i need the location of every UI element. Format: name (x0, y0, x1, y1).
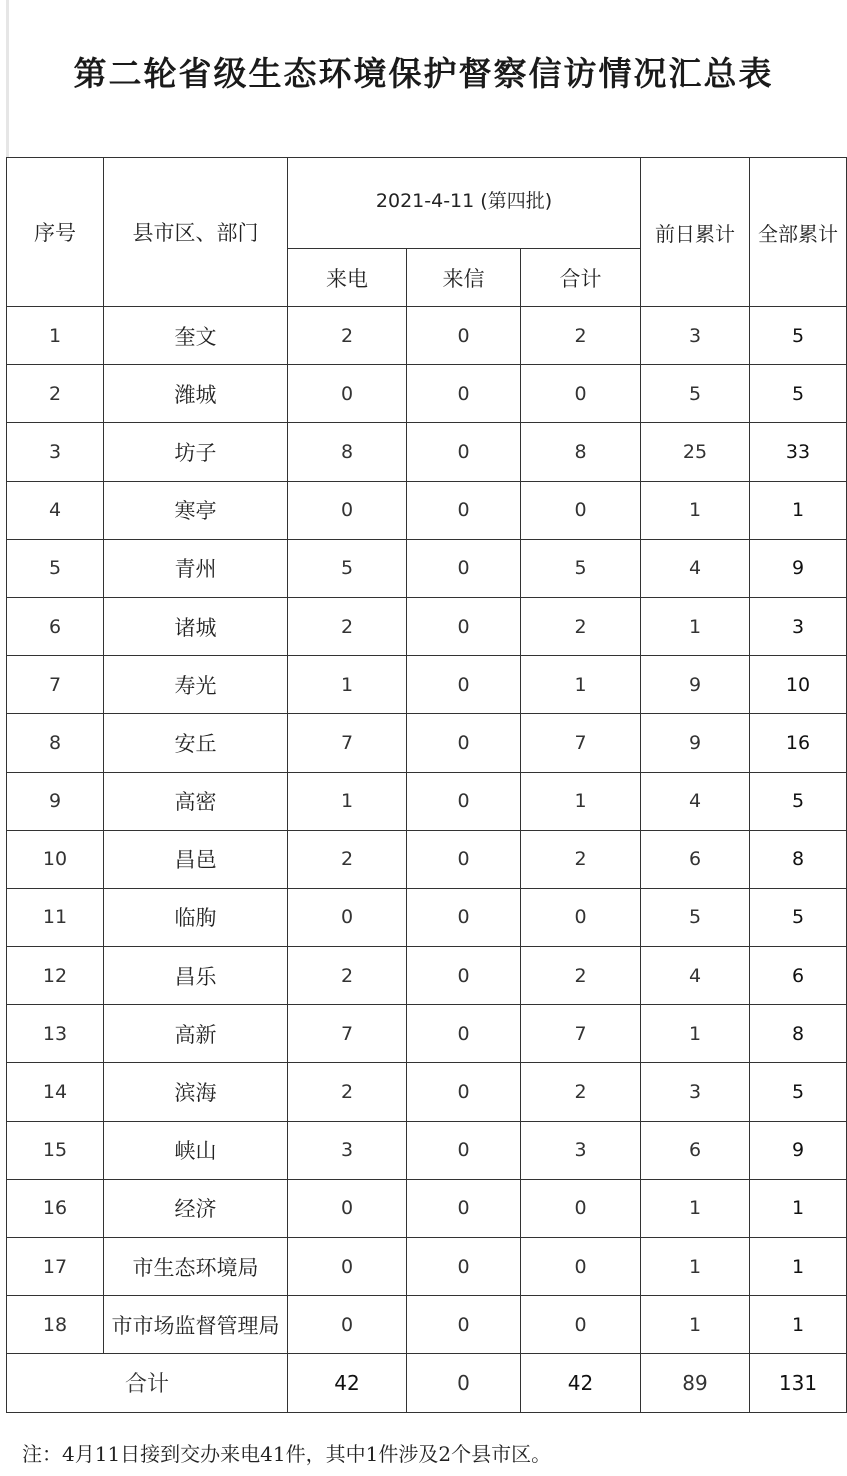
row-subtotal: 1 (521, 656, 641, 714)
table-row (7, 830, 847, 888)
row-letters: 0 (407, 772, 521, 830)
row-prev-cumulative: 5 (641, 888, 750, 946)
row-unit-name: 高密 (104, 772, 288, 830)
header-date-group: 2021-4-11 (第四批) (288, 158, 641, 249)
row-total-cumulative: 8 (750, 1005, 847, 1063)
row-index: 15 (7, 1121, 104, 1179)
row-unit-name: 市生态环境局 (104, 1238, 288, 1296)
totals-prev-cumulative: 89 (641, 1354, 750, 1412)
table-row (7, 772, 847, 830)
row-subtotal: 2 (521, 947, 641, 1005)
row-index: 1 (7, 307, 104, 365)
row-index: 16 (7, 1179, 104, 1237)
row-index: 9 (7, 772, 104, 830)
header-total-cumulative: 全部累计 (750, 158, 847, 307)
row-subtotal: 0 (521, 1238, 641, 1296)
row-prev-cumulative: 3 (641, 307, 750, 365)
row-calls: 1 (288, 772, 407, 830)
row-total-cumulative: 6 (750, 947, 847, 1005)
row-calls: 7 (288, 714, 407, 772)
table-row (7, 481, 847, 539)
totals-label: 合计 (7, 1354, 288, 1412)
row-letters: 0 (407, 830, 521, 888)
table-row (7, 1121, 847, 1179)
row-unit-name: 青州 (104, 539, 288, 597)
row-unit-name: 经济 (104, 1179, 288, 1237)
row-subtotal: 2 (521, 307, 641, 365)
row-letters: 0 (407, 365, 521, 423)
row-index: 7 (7, 656, 104, 714)
table-row (7, 1005, 847, 1063)
row-subtotal: 0 (521, 365, 641, 423)
row-letters: 0 (407, 656, 521, 714)
row-prev-cumulative: 1 (641, 481, 750, 539)
header-calls: 来电 (288, 249, 407, 307)
row-total-cumulative: 9 (750, 1121, 847, 1179)
row-unit-name: 临朐 (104, 888, 288, 946)
row-total-cumulative: 1 (750, 1238, 847, 1296)
table-body (7, 307, 847, 1413)
row-total-cumulative: 5 (750, 888, 847, 946)
row-calls: 8 (288, 423, 407, 481)
header-letters: 来信 (407, 249, 521, 307)
row-calls: 1 (288, 656, 407, 714)
row-calls: 0 (288, 1238, 407, 1296)
row-total-cumulative: 9 (750, 539, 847, 597)
row-total-cumulative: 5 (750, 307, 847, 365)
row-subtotal: 8 (521, 423, 641, 481)
document-title: 第二轮省级生态环境保护督察信访情况汇总表 (73, 54, 774, 93)
row-unit-name: 市市场监督管理局 (104, 1296, 288, 1354)
row-calls: 0 (288, 365, 407, 423)
row-prev-cumulative: 9 (641, 656, 750, 714)
row-index: 5 (7, 539, 104, 597)
row-letters: 0 (407, 539, 521, 597)
table-row (7, 888, 847, 946)
table-row (7, 365, 847, 423)
row-calls: 2 (288, 1063, 407, 1121)
row-index: 8 (7, 714, 104, 772)
row-total-cumulative: 5 (750, 365, 847, 423)
totals-letters: 0 (407, 1354, 521, 1412)
row-unit-name: 滨海 (104, 1063, 288, 1121)
table-row (7, 1063, 847, 1121)
row-calls: 2 (288, 307, 407, 365)
table-row (7, 656, 847, 714)
row-index: 11 (7, 888, 104, 946)
footnote: 注：4月11日接到交办来电41件，其中1件涉及2个县市区。 (22, 1442, 552, 1466)
row-calls: 0 (288, 481, 407, 539)
row-unit-name: 安丘 (104, 714, 288, 772)
row-unit-name: 峡山 (104, 1121, 288, 1179)
row-subtotal: 2 (521, 1063, 641, 1121)
totals-calls: 42 (288, 1354, 407, 1412)
row-prev-cumulative: 6 (641, 1121, 750, 1179)
row-index: 2 (7, 365, 104, 423)
row-letters: 0 (407, 1238, 521, 1296)
row-subtotal: 1 (521, 772, 641, 830)
table-row (7, 1179, 847, 1237)
row-letters: 0 (407, 481, 521, 539)
table-row (7, 714, 847, 772)
table-row (7, 307, 847, 365)
row-prev-cumulative: 4 (641, 539, 750, 597)
row-prev-cumulative: 5 (641, 365, 750, 423)
row-calls: 5 (288, 539, 407, 597)
row-letters: 0 (407, 1005, 521, 1063)
row-subtotal: 2 (521, 597, 641, 655)
row-calls: 2 (288, 947, 407, 1005)
row-subtotal: 0 (521, 1179, 641, 1237)
table-row (7, 539, 847, 597)
row-calls: 2 (288, 597, 407, 655)
totals-subtotal: 42 (521, 1354, 641, 1412)
row-subtotal: 0 (521, 1296, 641, 1354)
row-prev-cumulative: 25 (641, 423, 750, 481)
row-index: 12 (7, 947, 104, 1005)
table-row (7, 1296, 847, 1354)
row-calls: 7 (288, 1005, 407, 1063)
row-total-cumulative: 3 (750, 597, 847, 655)
row-unit-name: 寒亭 (104, 481, 288, 539)
row-index: 3 (7, 423, 104, 481)
row-letters: 0 (407, 597, 521, 655)
row-total-cumulative: 1 (750, 1296, 847, 1354)
row-prev-cumulative: 1 (641, 1179, 750, 1237)
row-total-cumulative: 1 (750, 481, 847, 539)
row-letters: 0 (407, 1063, 521, 1121)
row-letters: 0 (407, 714, 521, 772)
row-index: 18 (7, 1296, 104, 1354)
row-subtotal: 3 (521, 1121, 641, 1179)
row-total-cumulative: 5 (750, 772, 847, 830)
row-letters: 0 (407, 1121, 521, 1179)
row-calls: 0 (288, 1179, 407, 1237)
row-prev-cumulative: 1 (641, 597, 750, 655)
row-prev-cumulative: 3 (641, 1063, 750, 1121)
row-subtotal: 0 (521, 481, 641, 539)
row-subtotal: 7 (521, 1005, 641, 1063)
row-total-cumulative: 1 (750, 1179, 847, 1237)
header-unit: 县市区、部门 (104, 158, 288, 307)
row-letters: 0 (407, 1296, 521, 1354)
row-unit-name: 高新 (104, 1005, 288, 1063)
totals-row (7, 1354, 847, 1412)
row-unit-name: 昌邑 (104, 830, 288, 888)
row-subtotal: 7 (521, 714, 641, 772)
row-unit-name: 寿光 (104, 656, 288, 714)
row-prev-cumulative: 4 (641, 947, 750, 1005)
row-index: 14 (7, 1063, 104, 1121)
row-total-cumulative: 33 (750, 423, 847, 481)
row-index: 4 (7, 481, 104, 539)
row-calls: 3 (288, 1121, 407, 1179)
row-unit-name: 奎文 (104, 307, 288, 365)
row-calls: 0 (288, 1296, 407, 1354)
row-index: 10 (7, 830, 104, 888)
table-row (7, 597, 847, 655)
row-letters: 0 (407, 947, 521, 1005)
header-index: 序号 (7, 158, 104, 307)
row-prev-cumulative: 4 (641, 772, 750, 830)
table-row (7, 423, 847, 481)
row-unit-name: 潍城 (104, 365, 288, 423)
row-prev-cumulative: 1 (641, 1238, 750, 1296)
row-prev-cumulative: 6 (641, 830, 750, 888)
header-prev-cumulative: 前日累计 (641, 158, 750, 307)
row-unit-name: 昌乐 (104, 947, 288, 1005)
row-unit-name: 诸城 (104, 597, 288, 655)
row-index: 6 (7, 597, 104, 655)
header-subtotal: 合计 (521, 249, 641, 307)
table-row (7, 1238, 847, 1296)
row-total-cumulative: 5 (750, 1063, 847, 1121)
totals-total-cumulative: 131 (750, 1354, 847, 1412)
petition-summary-table (6, 157, 847, 1413)
row-index: 13 (7, 1005, 104, 1063)
row-prev-cumulative: 1 (641, 1296, 750, 1354)
row-prev-cumulative: 1 (641, 1005, 750, 1063)
row-letters: 0 (407, 307, 521, 365)
row-letters: 0 (407, 1179, 521, 1237)
row-letters: 0 (407, 888, 521, 946)
row-subtotal: 0 (521, 888, 641, 946)
row-calls: 2 (288, 830, 407, 888)
row-total-cumulative: 10 (750, 656, 847, 714)
row-total-cumulative: 8 (750, 830, 847, 888)
row-index: 17 (7, 1238, 104, 1296)
row-letters: 0 (407, 423, 521, 481)
row-prev-cumulative: 9 (641, 714, 750, 772)
row-unit-name: 坊子 (104, 423, 288, 481)
row-calls: 0 (288, 888, 407, 946)
table-row (7, 947, 847, 1005)
row-subtotal: 5 (521, 539, 641, 597)
row-total-cumulative: 16 (750, 714, 847, 772)
row-subtotal: 2 (521, 830, 641, 888)
